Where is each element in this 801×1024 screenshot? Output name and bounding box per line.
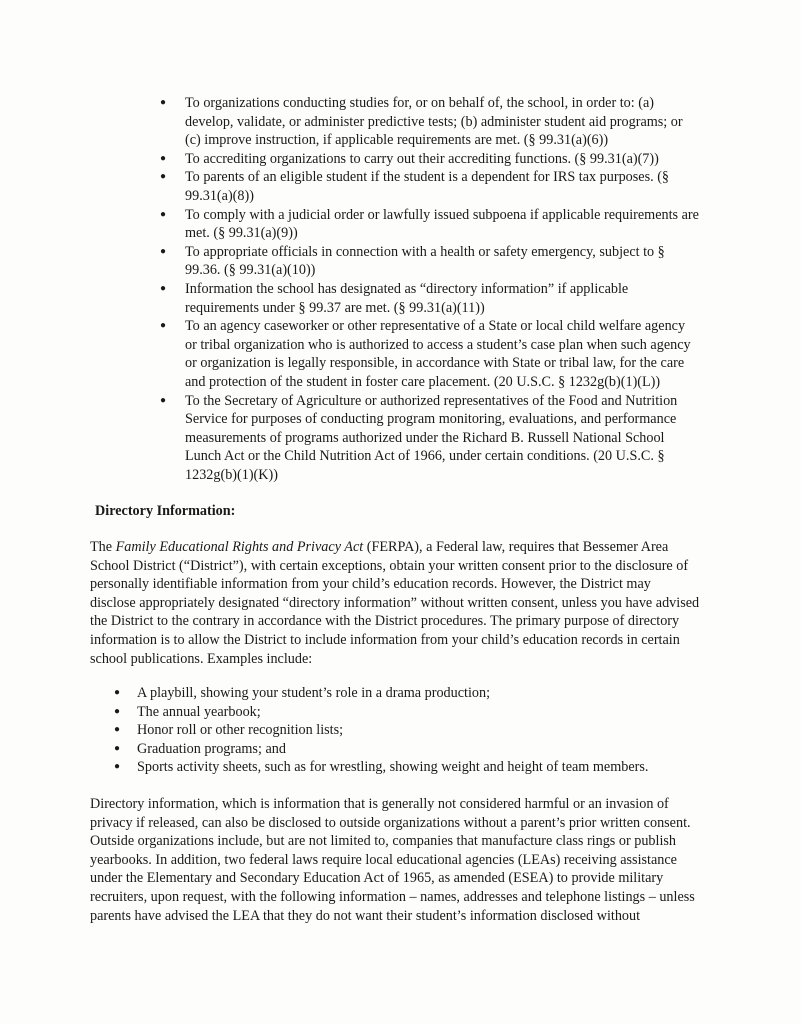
paragraph-body: (FERPA), a Federal law, requires that Bessemer Area School District (“District”), with certain exceptions, obtain your written consent prior to the disclosure of personally identifiable information from your child’s education records. However, the District may disclose appropriately designated “directory information” without written consent, unless you have advised the District to the contrary in accordance with the District procedures. The primary purpose of directory information is to allow the District to include information from your child’s education records in certain school publications. Examples include: [90,539,700,667]
list-item: ● Information the school has designated as “directory information” if applicable requirements under § 99.37 are met. (§ 99.31(a)(11)) [159,280,699,317]
list-item: ● To comply with a judicial order or lawfully issued subpoena if applicable requirements are met. (§ 99.31(a)(9)) [159,206,699,243]
list-item: ● To the Secretary of Agriculture or authorized representatives of the Food and Nutrition Service for purposes of conducting program monitoring, evaluations, and performance measurements of programs authorized under the Richard B. Russell National School Lunch Act or the Child Nutrition Act of 1966, under certain conditions. (20 U.S.C. § 1232g(b)(1)(K)) [159,392,699,485]
list-item: ● Graduation programs; and [112,740,692,759]
directory-examples-list [112,684,692,777]
list-item: ● To parents of an eligible student if the student is a dependent for IRS tax purposes. (§ 99.31(a)(8)) [159,168,699,205]
list-item: ● To appropriate officials in connection with a health or safety emergency, subject to § 99.36. (§ 99.31(a)(10)) [159,243,699,280]
act-name: Family Educational Rights and Privacy Act [115,539,364,555]
section-heading: Directory Information: [95,503,236,519]
list-item: ● The annual yearbook; [112,703,692,722]
list-item: ● To organizations conducting studies for, or on behalf of, the school, in order to: (a) develop, validate, or administer predictive tests; (b) administer student aid programs; or (c) improve instruction, if applicable requirements are met. (§ 99.31(a)(6)) [159,94,699,150]
disclosure-exceptions-list [159,94,699,484]
paragraph-lead: The [90,539,116,555]
directory-info-paragraph: Directory information, which is information that is generally not considered harmful or an invasion of privacy if released, can also be disclosed to outside organizations without a parent’s prior written consent. Outside organizations include, but are not limited to, companies that manufacture class rings or publish yearbooks. In addition, two federal laws require local educational agencies (LEAs) receiving assistance under the Elementary and Secondary Education Act of 1965, as amended (ESEA) to provide military recruiters, upon request, with the following information – names, addresses and telephone listings – unless parents have advised the LEA that they do not want their student’s information disclosed without [90,796,695,924]
list-item: ● To an agency caseworker or other representative of a State or local child welfare agency or tribal organization who is authorized to access a student’s case plan when such agency or organization is legally responsible, in accordance with State or tribal law, for the care and protection of the student in foster care placement. (20 U.S.C. § 1232g(b)(1)(L)) [159,317,699,391]
list-item: ● Honor roll or other recognition lists; [112,721,692,740]
ferpa-paragraph [90,538,700,668]
list-item: ● To accrediting organizations to carry out their accrediting functions. (§ 99.31(a)(7)) [159,150,699,169]
list-item: ● Sports activity sheets, such as for wrestling, showing weight and height of team members. [112,758,692,777]
list-item: ● A playbill, showing your student’s role in a drama production; [112,684,692,703]
